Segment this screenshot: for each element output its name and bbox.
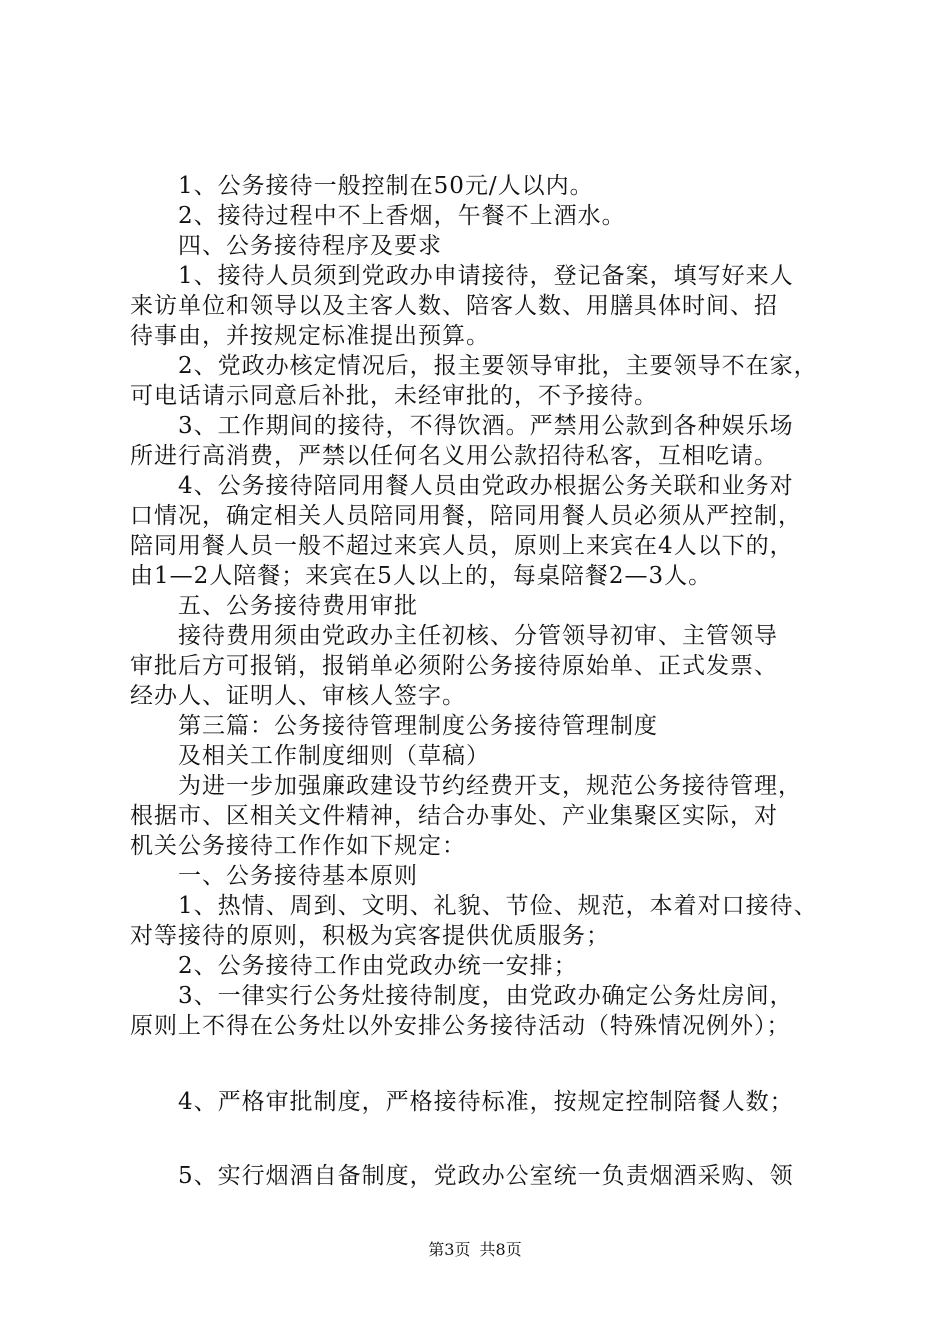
paragraph-line: 1、接待人员须到党政办申请接待，登记备案，填写好来人	[178, 263, 794, 289]
paragraph-line: 2、接待过程中不上香烟，午餐不上酒水。	[178, 203, 626, 229]
paragraph-line: 经办人、证明人、审核人签字。	[130, 683, 466, 709]
paragraph-line: 2、党政办核定情况后，报主要领导审批，主要领导不在家，	[178, 353, 818, 379]
paragraph-line: 根据市、区相关文件精神，结合办事处、产业集聚区实际，对	[130, 803, 778, 829]
paragraph-line: 5、实行烟酒自备制度，党政办公室统一负责烟酒采购、领	[178, 1163, 794, 1189]
paragraph-line: 可电话请示同意后补批，未经审批的，不予接待。	[130, 383, 658, 409]
paragraph-line: 待事由，并按规定标准提出预算。	[130, 323, 490, 349]
chapter-title: 及相关工作制度细则（草稿）	[178, 743, 490, 769]
section-heading: 一、公务接待基本原则	[178, 863, 418, 889]
document-body	[130, 171, 830, 1191]
paragraph-line: 陪同用餐人员一般不超过来宾人员，原则上来宾在4人以下的，	[130, 533, 794, 559]
paragraph-line: 来访单位和领导以及主客人数、陪客人数、用膳具体时间、招	[130, 293, 778, 319]
paragraph-line: 3、工作期间的接待，不得饮酒。严禁用公款到各种娱乐场	[178, 413, 794, 439]
section-heading: 五、公务接待费用审批	[178, 593, 418, 619]
paragraph-line: 所进行高消费，严禁以任何名义用公款招待私客，互相吃请。	[130, 443, 778, 469]
chapter-title: 第三篇：公务接待管理制度公务接待管理制度	[178, 713, 658, 739]
paragraph-line: 接待费用须由党政办主任初核、分管领导初审、主管领导	[178, 623, 778, 649]
paragraph-line: 审批后方可报销，报销单必须附公务接待原始单、正式发票、	[130, 653, 778, 679]
paragraph-line: 由1—2人陪餐；来宾在5人以上的，每桌陪餐2—3人。	[130, 563, 713, 589]
paragraph-line: 2、公务接待工作由党政办统一安排；	[178, 953, 578, 979]
paragraph-line: 1、热情、周到、文明、礼貌、节俭、规范，本着对口接待、	[178, 893, 818, 919]
page-footer	[0, 1238, 950, 1262]
paragraph-line: 对等接待的原则，积极为宾客提供优质服务；	[130, 923, 610, 949]
section-heading: 四、公务接待程序及要求	[178, 233, 442, 259]
paragraph-line: 1、公务接待一般控制在50元/人以内。	[178, 173, 594, 199]
paragraph-line: 4、严格审批制度，严格接待标准，按规定控制陪餐人数；	[178, 1089, 794, 1115]
paragraph-line: 4、公务接待陪同用餐人员由党政办根据公务关联和业务对	[178, 473, 794, 499]
page-number: 第3页	[428, 1240, 471, 1259]
paragraph-line: 3、一律实行公务灶接待制度，由党政办确定公务灶房间，	[178, 983, 794, 1009]
paragraph-line: 口情况，确定相关人员陪同用餐，陪同用餐人员必须从严控制，	[130, 503, 802, 529]
paragraph-line: 原则上不得在公务灶以外安排公务接待活动（特殊情况例外）；	[130, 1013, 791, 1039]
page-total: 共8页	[479, 1240, 522, 1259]
paragraph-line: 机关公务接待工作作如下规定：	[130, 833, 466, 859]
paragraph-line: 为进一步加强廉政建设节约经费开支，规范公务接待管理，	[178, 773, 802, 799]
